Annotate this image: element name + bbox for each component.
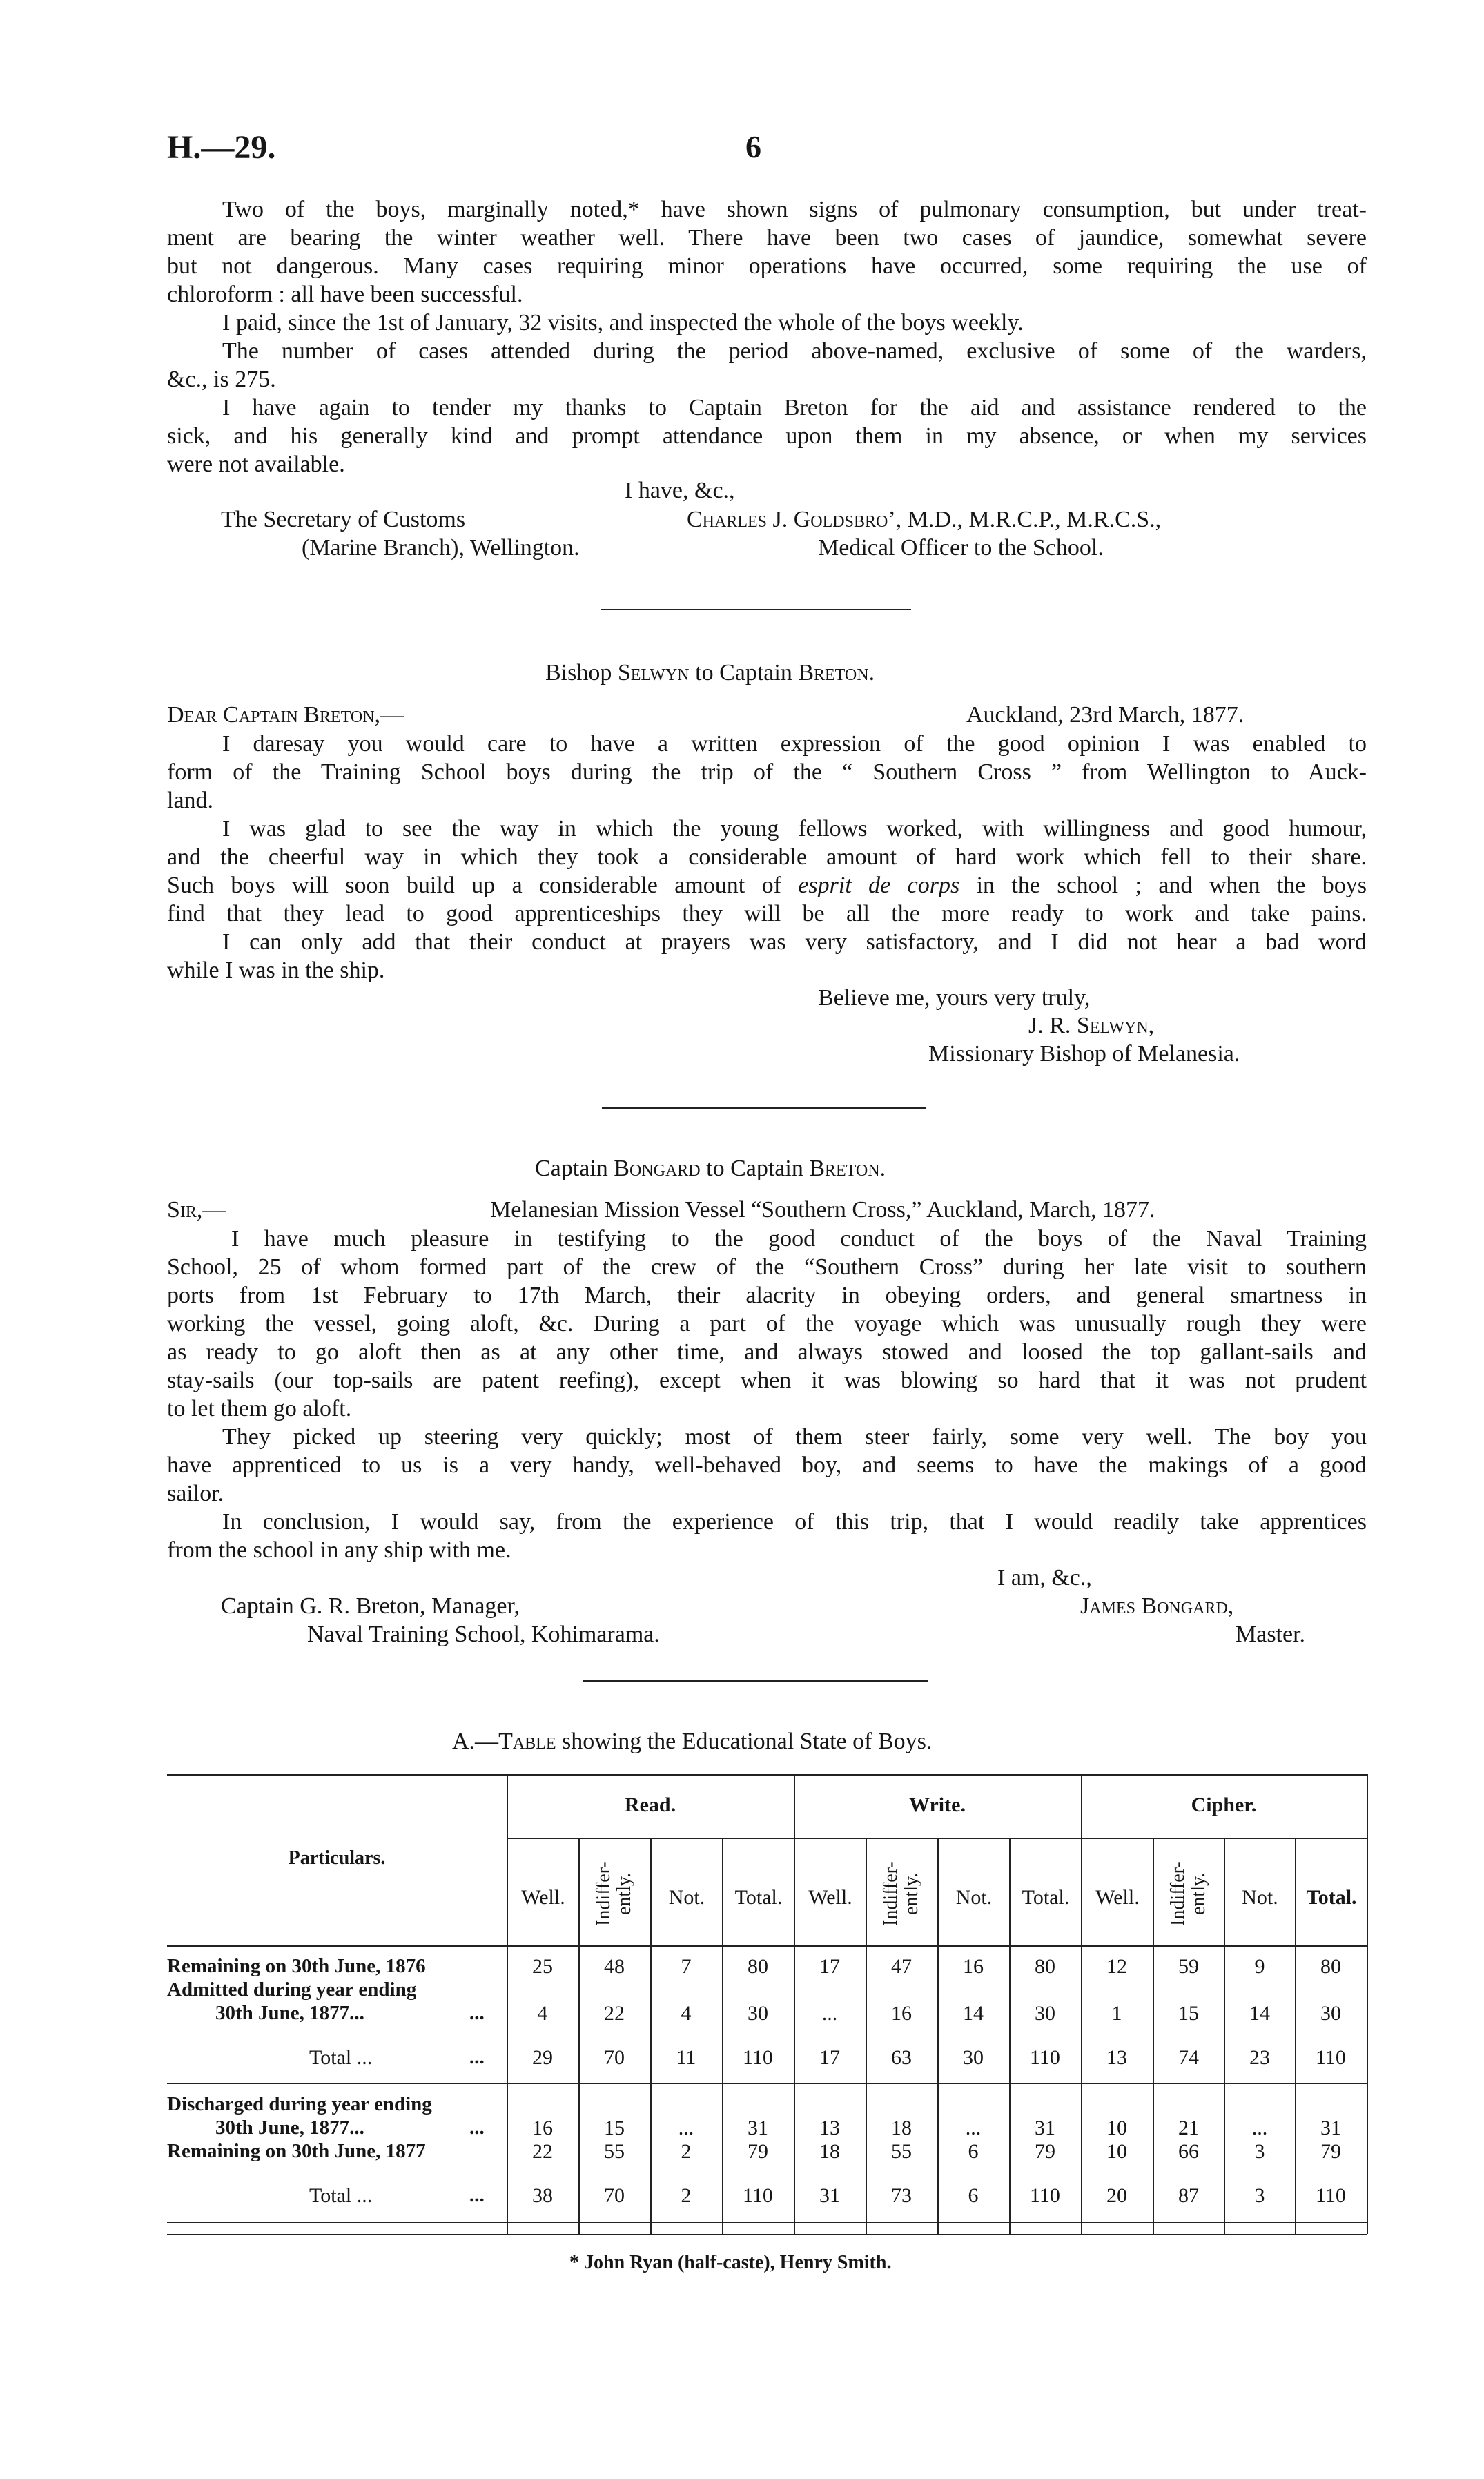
table-cell: 31: [1035, 2117, 1055, 2139]
paragraph-line: land.: [167, 788, 214, 813]
signature-title: Medical Officer to the School.: [818, 535, 1104, 561]
table-cell: 15: [1178, 2002, 1199, 2025]
row-label: 30th June, 1877...: [215, 2002, 364, 2024]
subheader-well: Well.: [1095, 1886, 1140, 1909]
table-cell: 80: [1320, 1955, 1341, 1978]
paragraph-line: I can only add that their conduct at prayers was very satisfactory, and I did not hear a bad word: [222, 929, 1367, 955]
letter-heading: Captain Bongard to Captain Breton.: [535, 1156, 886, 1181]
paragraph-line: stay-sails (our top-sails are patent reefing), except when it was blowing so hard that it was not prudent: [167, 1368, 1367, 1393]
row-label-total: Total ...: [309, 2046, 373, 2069]
table-cell: 3: [1254, 2184, 1265, 2207]
signature-name: James Bongard,: [1080, 1593, 1234, 1619]
table-cell: 20: [1106, 2184, 1127, 2207]
paragraph-line: working the vessel, going aloft, &c. During a part of the voyage which was unusually rough they were: [167, 1311, 1367, 1336]
group-header-read: Read.: [624, 1793, 676, 1816]
table-cell: 7: [681, 1955, 692, 1978]
table-rule: [167, 2222, 1367, 2223]
paragraph-line: In conclusion, I would say, from the experience of this trip, that I would readily take apprentices: [222, 1509, 1367, 1535]
paragraph-line: sailor.: [167, 1481, 224, 1506]
recipient: (Marine Branch), Wellington.: [302, 535, 580, 561]
table-cell: 29: [532, 2046, 553, 2069]
table-rule: [167, 2234, 1367, 2235]
table-cell: ...: [821, 2002, 838, 2025]
table-vline: [1153, 1838, 1154, 2234]
subheader-well: Well.: [521, 1886, 565, 1909]
table-cell: 13: [819, 2117, 840, 2139]
table-cell: 17: [819, 1955, 840, 1978]
table-cell: 2: [681, 2184, 692, 2207]
table-cell: 80: [1035, 1955, 1055, 1978]
table-rule: [167, 1945, 1367, 1947]
table-cell: 30: [1320, 2002, 1341, 2025]
paragraph-line: while I was in the ship.: [167, 957, 385, 983]
paragraph-line: I have much pleasure in testifying to the good conduct of the boys of the Naval Training: [231, 1226, 1367, 1252]
particulars-header: Particulars.: [288, 1847, 386, 1869]
paragraph-line: to let them go aloft.: [167, 1396, 352, 1421]
leader-dots: ...: [469, 2184, 485, 2206]
subheader-total: Total.: [1306, 1886, 1357, 1909]
table-cell: ...: [678, 2117, 694, 2139]
table-cell: 31: [819, 2184, 840, 2207]
signature-title: Master.: [1236, 1622, 1306, 1647]
table-cell: 2: [681, 2140, 692, 2163]
place-date: Melanesian Mission Vessel “Southern Cross,” Auckland, March, 1877.: [490, 1197, 1155, 1223]
subheader-indifferently: Indiffer-ently.: [880, 1861, 922, 1926]
table-cell: 21: [1178, 2117, 1199, 2139]
table-cell: 30: [963, 2046, 984, 2069]
table-cell: 22: [604, 2002, 625, 2025]
paragraph-line: They picked up steering very quickly; most of them steer fairly, some very well. The boy you: [222, 1424, 1367, 1450]
table-cell: 1: [1111, 2002, 1122, 2025]
row-label-total: Total ...: [309, 2184, 373, 2207]
paragraph-line: but not dangerous. Many cases requiring minor operations have occurred, some requiring the use of: [167, 253, 1367, 279]
row-label: Remaining on 30th June, 1876: [167, 1955, 426, 1977]
group-header-cipher: Cipher.: [1191, 1793, 1257, 1816]
table-cell: 10: [1106, 2140, 1127, 2163]
subheader-indifferently: Indiffer-ently.: [593, 1861, 635, 1926]
subheader-not: Not.: [668, 1886, 705, 1909]
paragraph-line: The number of cases attended during the period above-named, exclusive of some of the warders,: [222, 338, 1367, 364]
row-label: 30th June, 1877...: [215, 2117, 364, 2139]
table-cell: 110: [743, 2184, 773, 2207]
paragraph-line: ment are bearing the winter weather well. There have been two cases of jaundice, somewhat severe: [167, 225, 1367, 251]
row-label: Admitted during year ending: [167, 1979, 417, 2001]
section-divider: [602, 1107, 926, 1109]
table-rule: [507, 1838, 1367, 1839]
paragraph-line: I daresay you would care to have a written expression of the good opinion I was enabled to: [222, 731, 1367, 757]
table-cell: 4: [681, 2002, 692, 2025]
table-cell: 70: [604, 2046, 625, 2069]
paragraph-line: I have again to tender my thanks to Captain Breton for the aid and assistance rendered to the: [222, 395, 1367, 420]
closing: I am, &c.,: [997, 1565, 1092, 1591]
table-cell: 16: [891, 2002, 912, 2025]
table-cell: ...: [965, 2117, 982, 2139]
group-header-write: Write.: [909, 1793, 966, 1816]
table-cell: 110: [1030, 2046, 1060, 2069]
paragraph-line: sick, and his generally kind and prompt attendance upon them in my absence, or when my services: [167, 423, 1367, 449]
table-cell: 79: [1035, 2140, 1055, 2163]
table-caption: A.—Table showing the Educational State of Boys.: [452, 1729, 933, 1754]
leader-dots: ...: [469, 2002, 485, 2024]
table-cell: 30: [1035, 2002, 1055, 2025]
place-date: Auckland, 23rd March, 1877.: [966, 702, 1244, 728]
table-cell: 80: [748, 1955, 768, 1978]
table-cell: 16: [963, 1955, 984, 1978]
table-rule: [167, 1774, 1367, 1776]
table-cell: 23: [1249, 2046, 1270, 2069]
paragraph-line: as ready to go aloft then as at any other time, and always stowed and loosed the top gallant-sails and: [167, 1339, 1367, 1365]
section-divider: [601, 609, 911, 610]
table-cell: 31: [748, 2117, 768, 2139]
table-cell: 87: [1178, 2184, 1199, 2207]
table-cell: 73: [891, 2184, 912, 2207]
paragraph-line: have apprenticed to us is a very handy, well-behaved boy, and seems to have the makings of a good: [167, 1452, 1367, 1478]
recipient: Captain G. R. Breton, Manager,: [221, 1593, 520, 1619]
table-cell: 12: [1106, 1955, 1127, 1978]
table-cell: 6: [968, 2140, 979, 2163]
table-cell: 110: [1030, 2184, 1060, 2207]
subheader-total: Total.: [1022, 1886, 1070, 1909]
subheader-total: Total.: [734, 1886, 783, 1909]
table-cell: 110: [1316, 2046, 1346, 2069]
table-cell: 63: [891, 2046, 912, 2069]
table-vline: [578, 1838, 580, 2234]
salutation: Dear Captain Breton,—: [167, 702, 404, 728]
letter-heading: Bishop Selwyn to Captain Breton.: [545, 660, 875, 686]
table-cell: 59: [1178, 1955, 1199, 1978]
table-cell: 10: [1106, 2117, 1127, 2139]
paragraph-line: I was glad to see the way in which the young fellows worked, with willingness and good humour,: [222, 816, 1367, 842]
subheader-well: Well.: [808, 1886, 852, 1909]
table-cell: 22: [532, 2140, 553, 2163]
paragraph-line: chloroform : all have been successful.: [167, 282, 523, 307]
table-cell: ...: [1251, 2117, 1268, 2139]
closing: I have, &c.,: [625, 478, 735, 503]
table-rule: [167, 2083, 1367, 2084]
table-cell: 55: [604, 2140, 625, 2163]
section-divider: [583, 1680, 928, 1682]
paragraph-line: from the school in any ship with me.: [167, 1537, 511, 1563]
signature-name: Charles J. Goldsbro’, M.D., M.R.C.P., M.R.C.S.,: [687, 507, 1162, 532]
table-cell: 74: [1178, 2046, 1199, 2069]
table-cell: 79: [748, 2140, 768, 2163]
paragraph-line: ports from 1st February to 17th March, their alacrity in obeying orders, and general smartness in: [167, 1283, 1367, 1308]
table-cell: 11: [676, 2046, 696, 2069]
table-cell: 6: [968, 2184, 979, 2207]
paragraph-line: I paid, since the 1st of January, 32 visits, and inspected the whole of the boys weekly.: [222, 310, 1024, 336]
footnote: * John Ryan (half-caste), Henry Smith.: [569, 2252, 892, 2273]
salutation: Sir,—: [167, 1197, 226, 1223]
table-cell: 15: [604, 2117, 625, 2139]
table-cell: 3: [1254, 2140, 1265, 2163]
table-cell: 14: [1249, 2002, 1270, 2025]
table-cell: 70: [604, 2184, 625, 2207]
table-cell: 18: [819, 2140, 840, 2163]
signature-title: Missionary Bishop of Melanesia.: [928, 1041, 1240, 1067]
table-cell: 31: [1320, 2117, 1341, 2139]
table-vline: [866, 1838, 867, 2234]
paragraph-line: and the cheerful way in which they took a considerable amount of hard work which fell to their share.: [167, 844, 1367, 870]
table-cell: 18: [891, 2117, 912, 2139]
table-vline: [1367, 1774, 1368, 2234]
table-cell: 79: [1320, 2140, 1341, 2163]
paragraph-line: were not available.: [167, 451, 345, 477]
closing: Believe me, yours very truly,: [818, 985, 1091, 1011]
row-label: Discharged during year ending: [167, 2093, 432, 2115]
paragraph-line: School, 25 of whom formed part of the crew of the “Southern Cross” during her late visit to southern: [167, 1254, 1367, 1280]
paragraph-line: Such boys will soon build up a considerable amount of esprit de corps in the school ; and when the boys: [167, 873, 1367, 898]
table-cell: 48: [604, 1955, 625, 1978]
subheader-indifferently: Indiffer-ently.: [1167, 1861, 1209, 1926]
table-cell: 9: [1254, 1955, 1265, 1978]
subheader-not: Not.: [955, 1886, 993, 1909]
page-number: 6: [745, 129, 761, 164]
table-cell: 25: [532, 1955, 553, 1978]
signature-name: J. R. Selwyn,: [1028, 1013, 1155, 1038]
page-ref: H.—29.: [167, 129, 276, 166]
table-cell: 16: [532, 2117, 553, 2139]
leader-dots: ...: [469, 2117, 485, 2139]
table-cell: 38: [532, 2184, 553, 2207]
table-cell: 13: [1106, 2046, 1127, 2069]
table-cell: 4: [537, 2002, 548, 2025]
row-label: Remaining on 30th June, 1877: [167, 2140, 426, 2162]
paragraph-line: Two of the boys, marginally noted,* have shown signs of pulmonary consumption, but under treat-: [222, 197, 1367, 222]
table-cell: 30: [748, 2002, 768, 2025]
recipient: Naval Training School, Kohimarama.: [307, 1622, 660, 1647]
table-cell: 17: [819, 2046, 840, 2069]
paragraph-line: form of the Training School boys during the trip of the “ Southern Cross ” from Wellington to Auck-: [167, 759, 1367, 785]
leader-dots: ...: [469, 2046, 485, 2068]
table-cell: 110: [1316, 2184, 1346, 2207]
subheader-not: Not.: [1242, 1886, 1278, 1909]
paragraph-line: find that they lead to good apprenticeships they will be all the more ready to work and take pains.: [167, 901, 1367, 926]
recipient: The Secretary of Customs: [221, 507, 466, 532]
table-cell: 47: [891, 1955, 912, 1978]
table-cell: 14: [963, 2002, 984, 2025]
table-cell: 66: [1178, 2140, 1199, 2163]
paragraph-line: &c., is 275.: [167, 367, 276, 392]
table-cell: 110: [743, 2046, 773, 2069]
table-cell: 55: [891, 2140, 912, 2163]
